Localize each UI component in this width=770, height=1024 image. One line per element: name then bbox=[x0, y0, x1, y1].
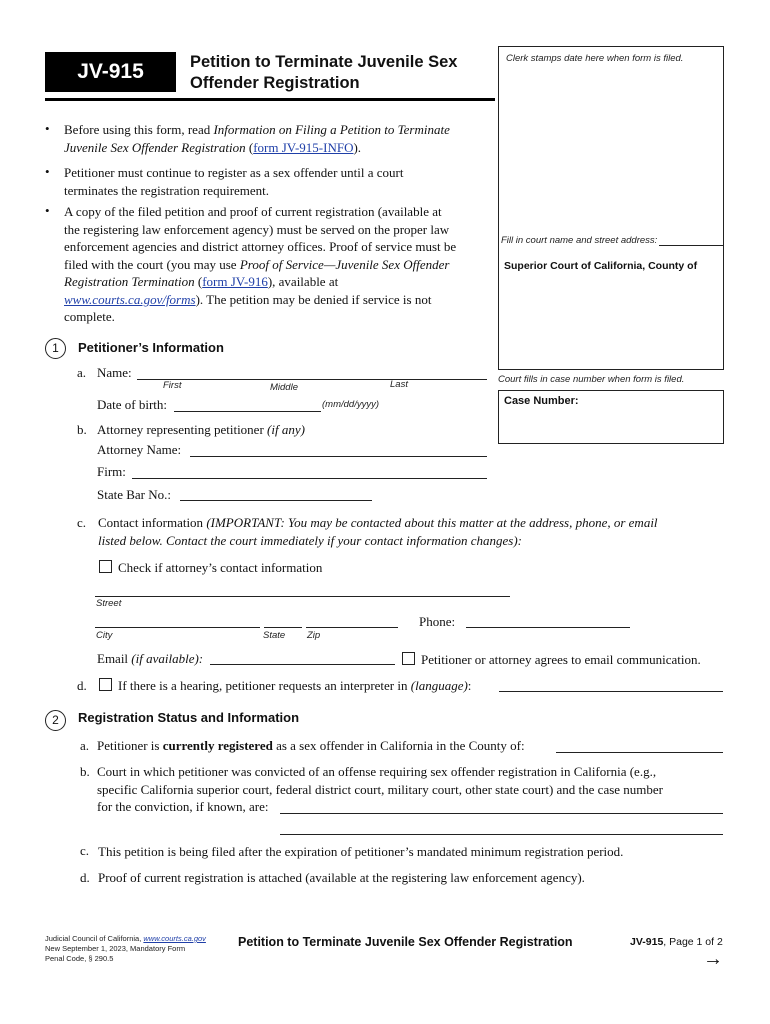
language-input[interactable] bbox=[499, 691, 723, 692]
bullet1-end: ). bbox=[353, 139, 362, 155]
s2b-line3: for the conviction, if known, are: bbox=[97, 799, 269, 814]
bullet3-line4: filed with the court (you may use bbox=[64, 256, 240, 272]
conviction-court-input-2[interactable] bbox=[280, 834, 723, 835]
state-label: State bbox=[263, 630, 286, 641]
bullet-dot: • bbox=[45, 121, 50, 136]
county-input[interactable] bbox=[556, 752, 723, 753]
proof-attached-text: Proof of current registration is attached (available at the registering law enforcement agency). bbox=[98, 870, 585, 885]
zip-label: Zip bbox=[307, 630, 321, 641]
conviction-court-text bbox=[97, 763, 727, 816]
currently-registered-text bbox=[97, 737, 525, 755]
case-number-label: Case Number: bbox=[504, 395, 579, 407]
name-label: Name: bbox=[97, 365, 132, 380]
middle-name-label: Middle bbox=[270, 382, 298, 393]
bullet3-line5-end: ), available at bbox=[267, 274, 339, 289]
dob-label: Date of birth: bbox=[97, 397, 168, 412]
state-bar-label: State Bar No.: bbox=[97, 487, 172, 502]
attorney-contact-checkbox[interactable] bbox=[99, 560, 112, 573]
interpreter-checkbox[interactable] bbox=[99, 678, 112, 691]
s2-item-c-letter: c. bbox=[80, 843, 90, 858]
bullet-instructions: Before using this form, read Information on Filing a Petition to Terminate Juvenile Sex Offender Registration (form JV-915-INFO). bbox=[64, 122, 450, 155]
s2-item-d-letter: d. bbox=[80, 870, 90, 885]
city-label: City bbox=[96, 630, 113, 641]
bullet-register bbox=[64, 164, 494, 199]
city-input[interactable] bbox=[95, 627, 260, 628]
clerk-stamp-box bbox=[498, 46, 724, 370]
s2-item-b-letter: b. bbox=[80, 764, 90, 779]
footer-courts-link[interactable]: www.courts.ca.gov bbox=[143, 934, 206, 943]
attorney-name-input[interactable] bbox=[190, 456, 487, 457]
street-label: Street bbox=[96, 598, 122, 609]
bullet-service: A copy of the filed petition and proof of current registration (available at the registering law enforcement agency) must be served on the proper law enforcement agencies and district attorney offices. Proof of service must be filed with the court (you may use Proof of Service—Juvenile Sex Offender Registration Termination (form JV-916), available at www.courts.ca.gov/forms). The petition may be denied if service is not complete. bbox=[64, 203, 496, 326]
email-text: Email bbox=[97, 651, 132, 666]
info-title-part2: Juvenile Sex Offender Registration bbox=[64, 139, 246, 155]
info-title-part1: Information on Filing a Petition to Terminate bbox=[213, 122, 450, 137]
phone-label: Phone: bbox=[419, 614, 456, 629]
form-title-line1: Petition to Terminate Juvenile Sex bbox=[190, 53, 458, 71]
interpreter-label: If there is a hearing, petitioner requests an interpreter in bbox=[118, 678, 411, 693]
case-instruction: Court fills in case number when form is filed. bbox=[498, 374, 685, 385]
last-name-label: Last bbox=[390, 379, 408, 390]
s2a-bold: currently registered bbox=[162, 738, 273, 753]
section1-number: 1 bbox=[45, 338, 66, 359]
s2b-line2: specific California superior court, federal district court, military court, other state court) and the case number bbox=[97, 781, 664, 797]
next-page-arrow-icon[interactable]: → bbox=[703, 948, 723, 970]
item-c-letter: c. bbox=[77, 515, 87, 530]
s2a-text1: Petitioner is bbox=[97, 738, 163, 753]
s2-item-a-letter: a. bbox=[80, 738, 90, 753]
court-heading: Superior Court of California, County of bbox=[504, 260, 698, 272]
contact-note-1: (IMPORTANT: You may be contacted about this matter at the address, phone, or email bbox=[206, 515, 658, 530]
item-b-letter: b. bbox=[77, 422, 87, 437]
header-rule bbox=[45, 98, 495, 101]
section2-number: 2 bbox=[45, 710, 66, 731]
bullet-dot: • bbox=[45, 164, 50, 179]
courts-forms-link[interactable]: www.courts.ca.gov/forms bbox=[64, 291, 196, 307]
bullet1-text: Before using this form, read bbox=[64, 122, 214, 137]
conviction-court-input-1[interactable] bbox=[280, 813, 723, 814]
email-hint: (if available): bbox=[131, 651, 204, 666]
expiration-text: This petition is being filed after the expiration of petitioner’s mandated minimum registration period. bbox=[98, 844, 624, 859]
s2b-line1: Court in which petitioner was convicted of an offense requiring sex offender registration in California (e.g., bbox=[97, 764, 657, 779]
pos-title-part2: Registration Termination bbox=[64, 274, 195, 289]
dob-input[interactable] bbox=[174, 411, 321, 412]
attorney-contact-check-label: Check if attorney’s contact information bbox=[118, 560, 323, 575]
dob-hint: (mm/dd/yyyy) bbox=[322, 399, 379, 410]
phone-input[interactable] bbox=[466, 627, 630, 628]
form-title-line2: Offender Registration bbox=[190, 74, 360, 92]
attorney-contact-check[interactable] bbox=[99, 559, 322, 577]
footer-form-id: JV-915 bbox=[630, 936, 664, 948]
item-a-letter: a. bbox=[77, 365, 87, 380]
interpreter-colon: : bbox=[467, 678, 472, 693]
form-id-badge: JV-915 bbox=[45, 52, 176, 92]
contact-note-2: listed below. Contact the court immediately if your contact information changes): bbox=[98, 532, 522, 548]
bullet3-line3: enforcement agencies and district attorney offices. Proof of service must be bbox=[64, 239, 457, 254]
name-input[interactable] bbox=[137, 379, 487, 380]
pos-title-part1: Proof of Service—Juvenile Sex Offender bbox=[239, 256, 450, 272]
email-agree-option[interactable] bbox=[402, 651, 701, 669]
attorney-label bbox=[97, 421, 305, 439]
jv916-link[interactable]: form JV-916 bbox=[202, 274, 268, 289]
bullet-dot: • bbox=[45, 203, 50, 218]
bullet3-line7: complete. bbox=[64, 309, 115, 324]
email-agree-label: Petitioner or attorney agrees to email communication. bbox=[421, 652, 701, 667]
footer-page bbox=[630, 936, 723, 948]
state-bar-input[interactable] bbox=[180, 500, 372, 501]
clerk-stamp-label: Clerk stamps date here when form is filed. bbox=[506, 53, 684, 64]
court-instruction: Fill in court name and street address: bbox=[501, 235, 658, 246]
firm-label: Firm: bbox=[97, 464, 126, 479]
state-input[interactable] bbox=[264, 627, 302, 628]
if-any-text: (if any) bbox=[267, 422, 305, 437]
bullet3-line1: A copy of the filed petition and proof of current registration (available at bbox=[64, 204, 442, 219]
case-number-box bbox=[498, 390, 724, 444]
street-input[interactable] bbox=[95, 596, 510, 597]
section2-title: Registration Status and Information bbox=[78, 710, 300, 725]
item-d-letter: d. bbox=[77, 678, 87, 693]
contact-label: Contact information bbox=[98, 515, 207, 530]
contact-info bbox=[98, 514, 728, 549]
email-agree-checkbox[interactable] bbox=[402, 652, 415, 665]
email-label bbox=[97, 650, 203, 668]
email-input[interactable] bbox=[210, 664, 395, 665]
bullet3-line6-end: ). The petition may be denied if service is not bbox=[195, 291, 432, 307]
footer-meta bbox=[45, 934, 206, 964]
form-title bbox=[190, 52, 457, 94]
attorney-name-label: Attorney Name: bbox=[97, 442, 182, 457]
first-name-label: First bbox=[163, 380, 182, 391]
attorney-text: Attorney representing petitioner bbox=[97, 422, 268, 437]
footer-council: Judicial Council of California, bbox=[45, 934, 144, 943]
bullet2-line1: Petitioner must continue to register as a sex offender until a court bbox=[64, 165, 404, 180]
firm-input[interactable] bbox=[132, 478, 487, 479]
interpreter-option[interactable] bbox=[99, 677, 471, 695]
zip-input[interactable] bbox=[306, 627, 398, 628]
section1-title: Petitioner’s Information bbox=[78, 340, 224, 355]
s2a-text2: as a sex offender in California in the County of: bbox=[272, 738, 525, 753]
footer-title: Petition to Terminate Juvenile Sex Offender Registration bbox=[238, 935, 573, 949]
footer-code: Penal Code, § 290.5 bbox=[45, 954, 114, 963]
footer-revised: New September 1, 2023, Mandatory Form bbox=[45, 944, 186, 953]
bullet2-line2: terminates the registration requirement. bbox=[64, 182, 270, 198]
jv915-info-link[interactable]: form JV-915-INFO bbox=[253, 139, 354, 155]
footer-page-number: , Page 1 of 2 bbox=[663, 936, 723, 948]
language-hint: (language) bbox=[410, 678, 468, 693]
bullet3-line2: the registering law enforcement agency) must be served on the proper law bbox=[64, 221, 450, 237]
